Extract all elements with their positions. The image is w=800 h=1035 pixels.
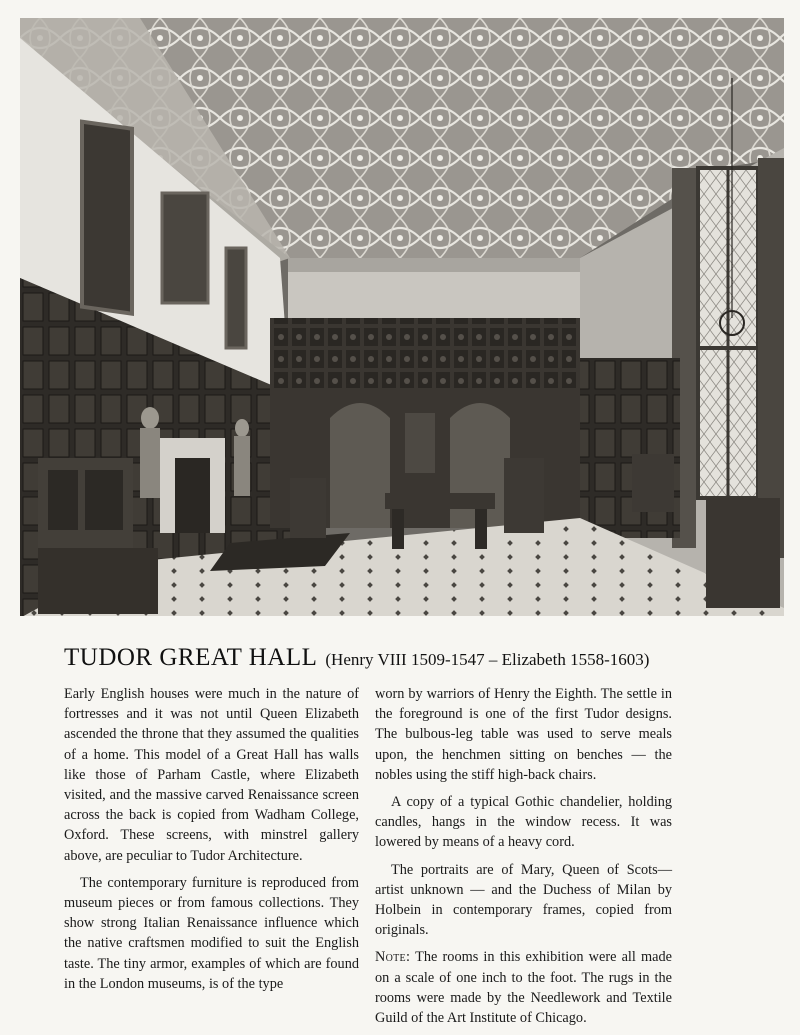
- left-text-column: [64, 684, 359, 1001]
- paragraph: Early English houses were much in the nature of fortresses and it was not until Queen Elizabeth ascended the throne that they assumed the qualities of a home. This model of a Great Hall has walls like those of Parham Castle, where Elizabeth visited, and the massive carved Renaissance screen across the back is copied from Wadham College, Oxford. These screens, with minstrel gallery above, are peculiar to Tudor Architecture.: [64, 686, 359, 864]
- page-heading: [64, 644, 754, 672]
- note-text: The rooms in this exhibition were all made on a scale of one inch to the foot. The rugs in the rooms were made by the Needlework and Textile Guild of the Art Institute of Chicago.: [375, 949, 672, 1027]
- paragraph: worn by warriors of Henry the Eighth. The settle in the foreground is one of the first Tudor designs. The bulbous-leg table was used to serve meals upon, the henchmen sitting on benches — the nobles using the stiff high-back chairs.: [375, 686, 672, 783]
- note-label: Note:: [375, 949, 411, 966]
- heading-dates: (Henry VIII 1509-1547 – Elizabeth 1558-1603): [325, 650, 650, 669]
- paragraph: A copy of a typical Gothic chandelier, holding candles, hangs in the window recess. It was lowered by means of a heavy cord.: [375, 794, 672, 851]
- paragraph: The contemporary furniture is reproduced from museum pieces or from famous collections. They show strong Italian Renaissance influence which the native craftsmen modified to suit the English taste. The tiny armor, examples of which are found in the London museums, is of the type: [64, 874, 359, 992]
- paragraph: The portraits are of Mary, Queen of Scots— artist unknown — and the Duchess of Milan by Holbein in contemporary frames, copied from originals.: [375, 861, 672, 939]
- room-photograph: [20, 18, 784, 616]
- right-text-column: [375, 684, 672, 1035]
- heading-title: TUDOR GREAT HALL: [64, 644, 318, 671]
- note-paragraph: [375, 947, 672, 1028]
